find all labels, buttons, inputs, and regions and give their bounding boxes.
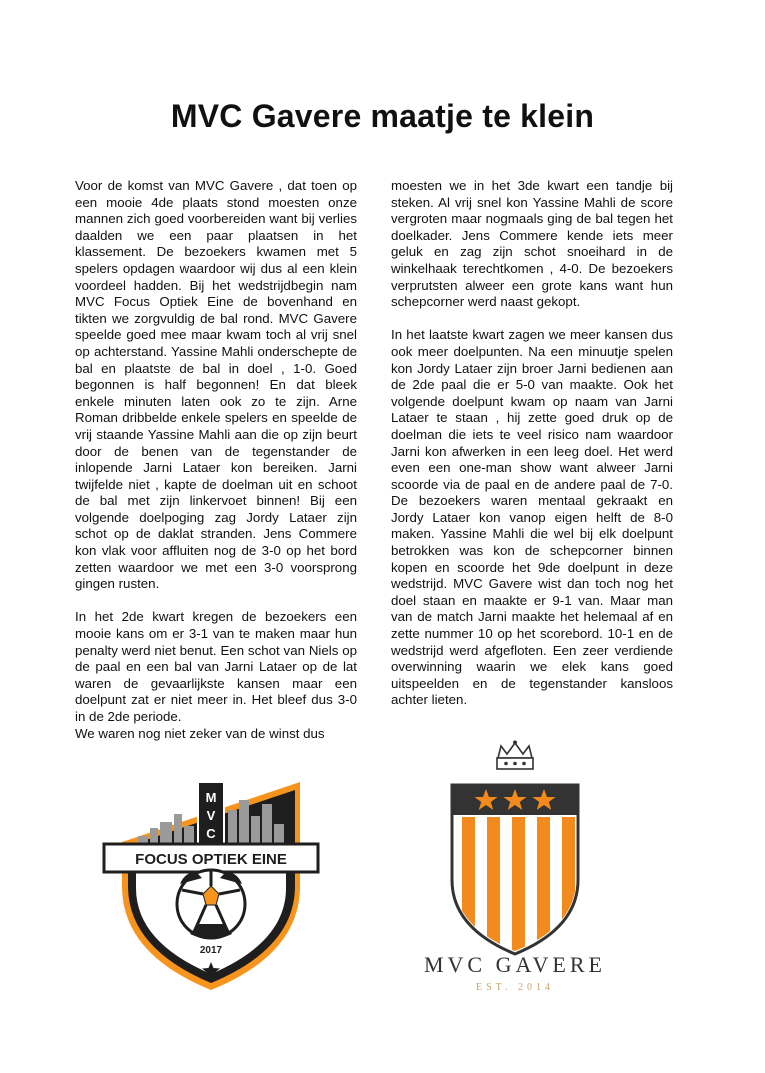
paragraph: moesten we in het 3de kwart een tandje bij steken. Al vrij snel kon Yassine Mahli de score vergroten maar nogmaals ging de bal tegen het doelkader. Jens Commere kende iets meer geluk en zag zijn schot snoeihard in de winkelhaak terechtkomen , 4-0. De bezoekers verprutsten alweer een grote kans want hun schepcorner werd naast gekopt.: [391, 178, 673, 310]
club-established: EST. 2014: [475, 982, 555, 993]
crest-banner-text: FOCUS OPTIEK EINE: [135, 851, 287, 868]
crown-icon: [497, 741, 533, 770]
crest-letter: M: [205, 790, 217, 805]
crest-year: 2017: [199, 945, 223, 956]
paragraph: In het 2de kwart kregen de bezoekers een mooie kans om er 3-1 van te maken maar hun penalty werd niet benut. Een schot van Niels op de paal en een bal van Jarni Lataer op de lat waren de gevaarlijkste kansen maar een doelpunt zat er niet meer in. Het bleef dus 3-0 in de 2de periode.: [75, 609, 357, 724]
paragraph: In het laatste kwart zagen we meer kansen dus ook meer doelpunten. Na een minuutje spelen kon Jordy Lataer zijn broer Jarni bedienen aan de 2de paal die er 5-0 van maakte. Ook het volgende doelpunt kwam op naam van Jarni Lataer te staan , hij zette goed druk op de doelman die iets te veel risico nam waardoor Jarni kon afwerken in een leeg doel. Het werd even een one-man show want alweer Jarni scoorde via de paal en de andere paal de 7-0. De bezoekers waren mentaal gekraakt en Jordy Lataer kon vanop eigen helft de 8-0 maken. Yassine Mahli die wel bij elk doelpunt betrokken was kon de schepcorner binnen kopen en scoorde het 9de doelpunt in deze wedstrijd. MVC Gavere wist dan toch nog het doel staan en maakte er 9-1 van. Maar man van de match Jarni maakte het helemaal af en zette nummer 10 op het scorebord. 10-1 en de wedstrijd werd afgefloten. Een zeer verdiende overwinning waarin we elek kans goed uitspeelden en de tegenstander kansloos achter lieten.: [391, 327, 673, 708]
article-title: MVC Gavere maatje te klein: [170, 98, 595, 134]
club-name: MVC GAVERE: [423, 952, 607, 977]
focus-optiek-eine-crest-icon: [100, 764, 322, 992]
article-column-right: [391, 178, 673, 726]
mvc-gavere-shield-icon: [395, 740, 635, 994]
crest-letter: C: [206, 826, 216, 841]
paragraph: We waren nog niet zeker van de winst dus: [75, 725, 325, 741]
paragraph: Voor de komst van MVC Gavere , dat toen op een mooie 4de plaats stond moesten onze mannen zich goed voorbereiden want bij verlies daalden we een paar plaatsen in het klassement. De bezoekers kwamen met 5 spelers opdagen waardoor wij dus al een klein voordeel hadden. Bij het wedstrijdbegin nam MVC Focus Optiek Eine de bovenhand en tikten we zorgvuldig de bal rond. MVC Gavere speelde goed mee maar kwam toch al vrij snel op achterstand. Yassine Mahli onderschepte de bal en plaatste de bal in doel , 1-0. Goed begonnen is half begonnen! En dat bleek enkele minuten laten ook zo te zijn. Arne Roman dribbelde enkele spelers en speelde de vrij staande Yassine Mahli aan die op zijn beurt door de benen van de tegenstander de inlopende Jarni Lataer kon bereiken. Jarni twijfelde niet , kapte de doelman uit en schoot de bal met zijn linkervoet binnen! Bij een volgende doelpoging zag Jordy Lataer zijn schot op de daklat stranden. Jens Commere kon vlak voor affluiten nog de 3-0 op het bord zetten waardoor we met een 3-0 voorsprong gingen rusten.: [75, 178, 357, 592]
crest-letter: V: [206, 808, 216, 823]
article-column-left: [75, 178, 357, 742]
